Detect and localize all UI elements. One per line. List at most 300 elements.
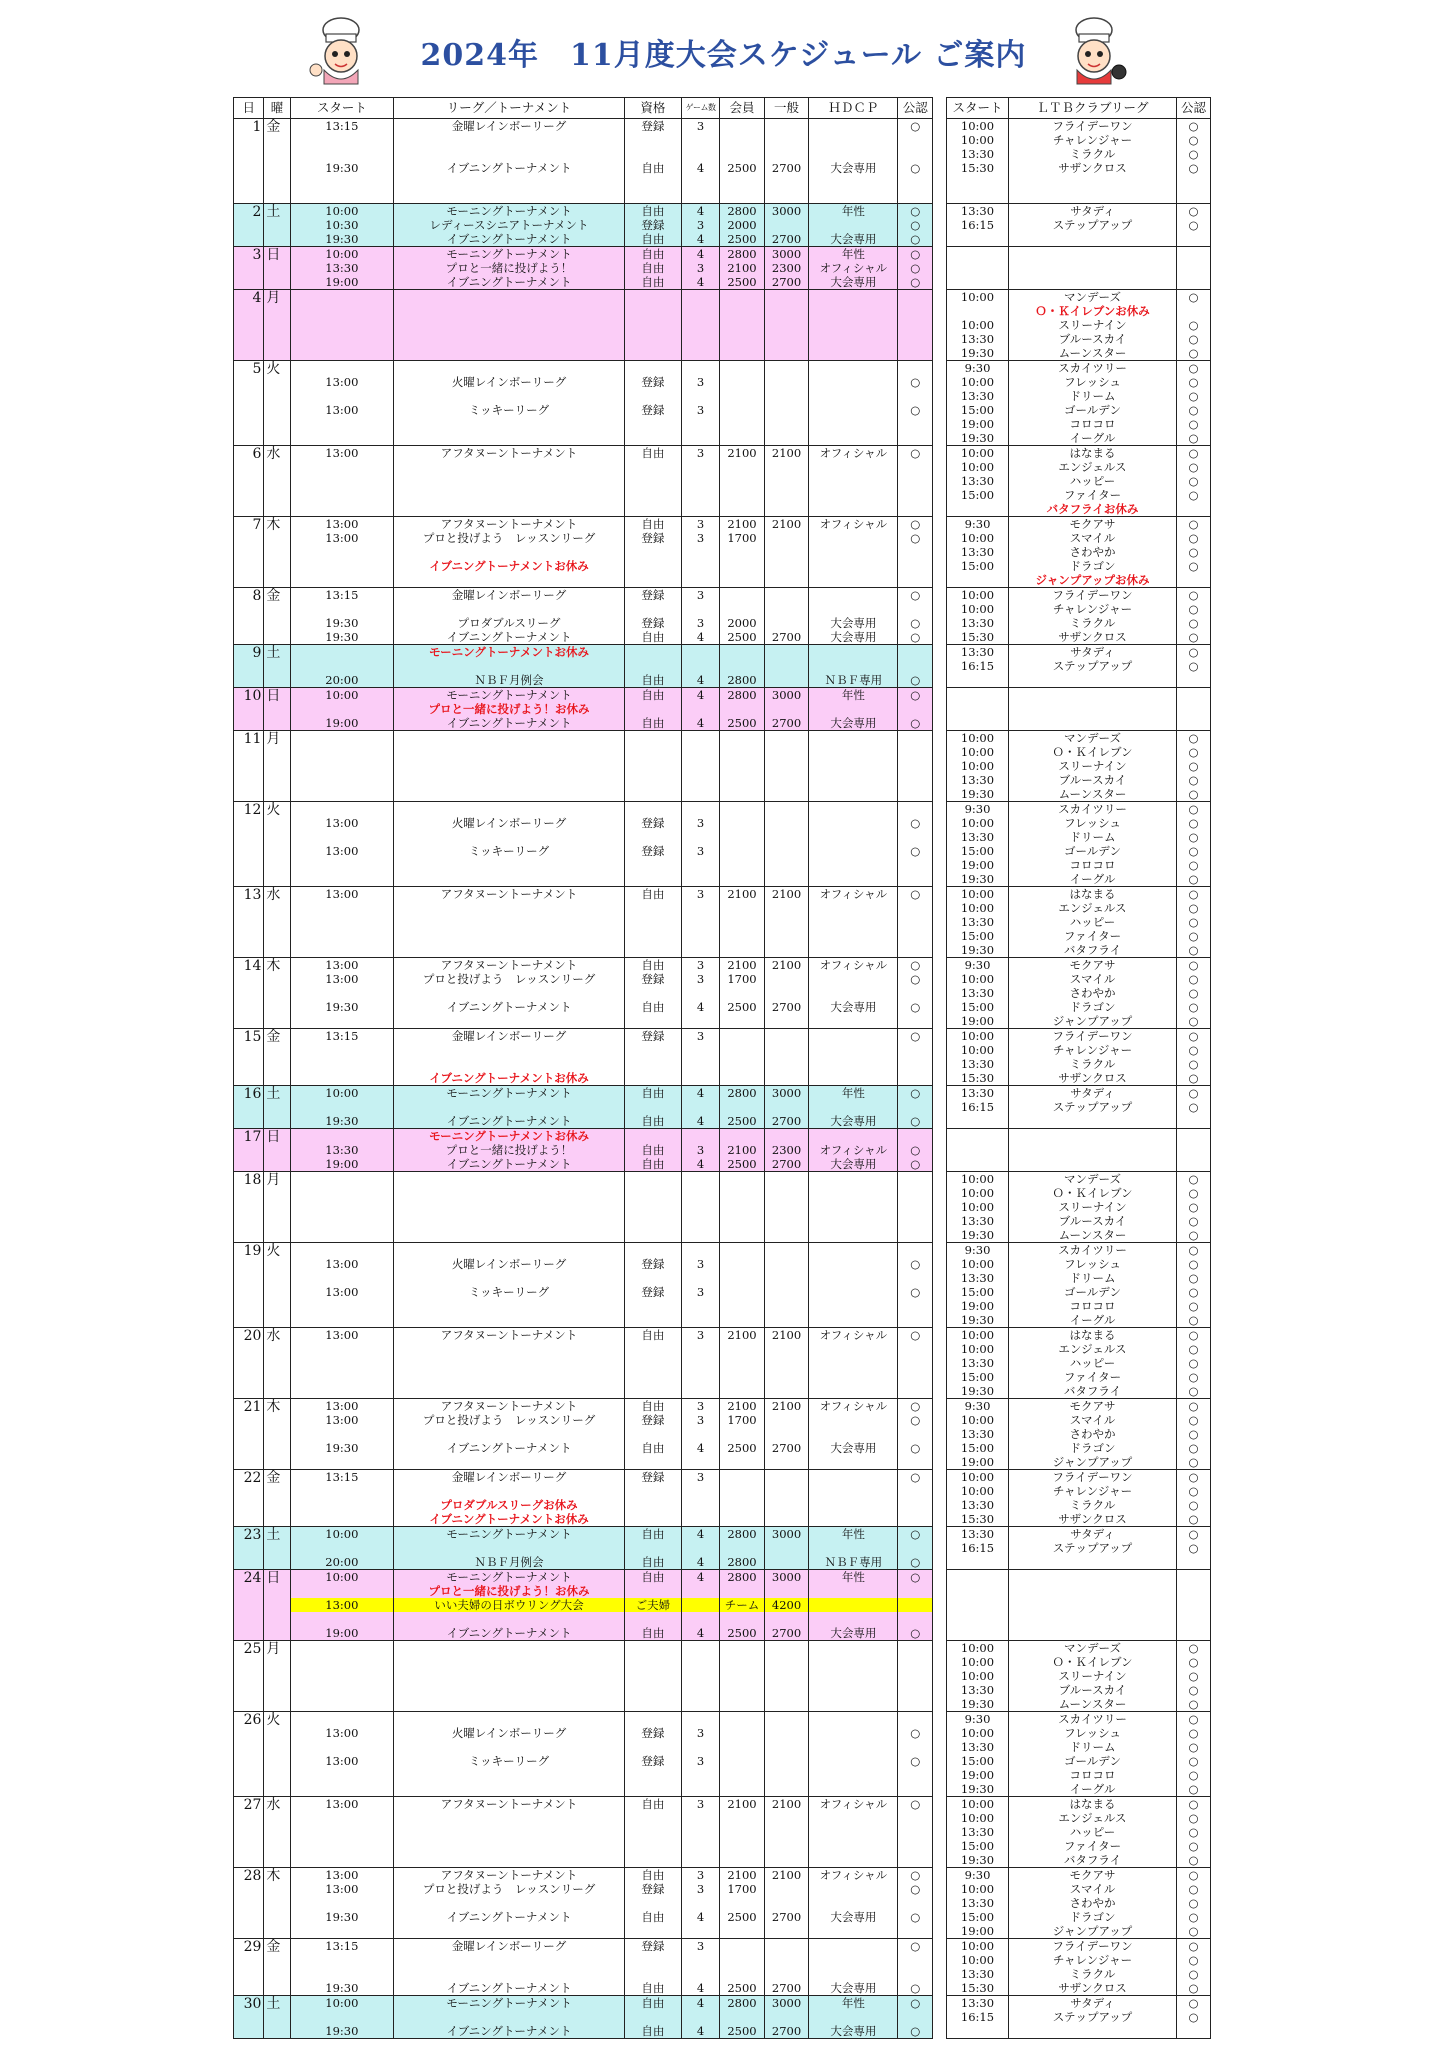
club-official-mark-cell xyxy=(1177,588,1211,645)
club-start-time xyxy=(947,1143,1008,1157)
club-league-name-cell xyxy=(1009,1243,1177,1328)
club-start-time: 9:30 xyxy=(964,802,991,816)
club-start-time xyxy=(947,502,1008,516)
member-fee-cell xyxy=(720,1243,765,1328)
event-name xyxy=(394,332,624,346)
club-official-mark-cell xyxy=(1177,247,1211,290)
member-fee xyxy=(720,1655,764,1669)
general-fee: 2700 xyxy=(771,1910,802,1924)
general-fee: 3000 xyxy=(771,688,802,702)
club-official-mark xyxy=(1177,673,1210,687)
official-mark xyxy=(898,1967,932,1981)
club-league-name: はなまる xyxy=(1069,887,1116,901)
club-official-mark: ○ xyxy=(1188,1441,1199,1455)
official-mark: ○ xyxy=(910,1882,921,1896)
game-count: 3 xyxy=(696,1882,705,1896)
event-name-cell xyxy=(394,517,625,588)
club-league-name-cell xyxy=(1009,361,1177,446)
game-count xyxy=(682,915,719,929)
club-league-name xyxy=(1009,1626,1176,1640)
start-time xyxy=(291,645,393,659)
closure-note: Ｏ・Ｋイレブンお休み xyxy=(1035,304,1150,318)
club-official-mark: ○ xyxy=(1188,773,1199,787)
general-fee: 2700 xyxy=(771,1000,802,1014)
club-league-name: ミラクル xyxy=(1069,1498,1116,1512)
general-fee-cell xyxy=(764,361,809,446)
event-name xyxy=(394,346,624,360)
event-name: イブニングトーナメント xyxy=(446,161,572,175)
official-mark: ○ xyxy=(910,1570,921,1584)
general-fee: 2100 xyxy=(771,958,802,972)
club-start-time: 15:00 xyxy=(960,1910,995,1924)
club-start-time: 15:30 xyxy=(960,1981,995,1995)
eligibility xyxy=(625,573,681,587)
club-start-time: 13:30 xyxy=(960,1086,995,1100)
eligibility-cell xyxy=(625,1712,682,1797)
hdcp xyxy=(809,389,897,403)
hdcp-cell xyxy=(809,1996,898,2039)
club-start-time: 15:00 xyxy=(960,1000,995,1014)
club-start-time xyxy=(947,702,1008,716)
hdcp xyxy=(809,1641,897,1655)
club-start-time-cell xyxy=(947,1996,1009,2039)
game-count xyxy=(682,1356,719,1370)
day-number: 25 xyxy=(234,1641,264,1712)
game-count: 4 xyxy=(696,1981,705,1995)
official-mark-cell xyxy=(898,446,933,517)
club-start-time xyxy=(947,247,1008,261)
club-start-time: 10:00 xyxy=(960,1641,995,1655)
member-fee xyxy=(720,318,764,332)
game-count: 4 xyxy=(696,2024,705,2038)
club-start-time: 15:30 xyxy=(960,1071,995,1085)
closure-note: プロと一緒に投げよう！お休み xyxy=(428,1584,590,1598)
start-time xyxy=(291,1214,393,1228)
club-official-mark-cell xyxy=(1177,1086,1211,1129)
schedule-table xyxy=(233,97,933,2039)
club-start-time: 9:30 xyxy=(964,1399,991,1413)
club-start-time: 9:30 xyxy=(964,1243,991,1257)
eligibility xyxy=(625,1512,681,1526)
event-name-cell xyxy=(394,887,625,958)
hdcp-cell xyxy=(809,517,898,588)
day-row xyxy=(234,1996,933,2039)
eligibility: ご夫婦 xyxy=(625,1598,681,1612)
hdcp: オフィシャル xyxy=(819,261,888,275)
hdcp xyxy=(809,1669,897,1683)
start-time xyxy=(291,1669,393,1683)
club-start-time: 13:30 xyxy=(960,1825,995,1839)
general-fee: 2700 xyxy=(771,630,802,644)
hdcp xyxy=(809,1100,897,1114)
hdcp xyxy=(809,1186,897,1200)
member-fee xyxy=(720,474,764,488)
eligibility xyxy=(625,175,681,189)
general-fee: 3000 xyxy=(771,204,802,218)
game-count xyxy=(682,943,719,957)
club-official-mark: ○ xyxy=(1188,1825,1199,1839)
eligibility: 登録 xyxy=(641,375,665,389)
eligibility xyxy=(625,488,681,502)
official-mark xyxy=(898,1811,932,1825)
member-fee: 2100 xyxy=(727,1143,757,1157)
member-fee xyxy=(720,1356,764,1370)
game-count xyxy=(682,1228,719,1242)
member-fee xyxy=(720,1299,764,1313)
start-time: 13:00 xyxy=(325,844,359,858)
club-league-name: エンジェルス xyxy=(1058,1811,1127,1825)
eligibility xyxy=(625,318,681,332)
official-mark: ○ xyxy=(910,1328,921,1342)
day-of-week: 木 xyxy=(264,1868,290,1939)
official-mark: ○ xyxy=(910,261,921,275)
eligibility-cell xyxy=(625,1243,682,1328)
club-official-mark-cell xyxy=(1177,446,1211,517)
start-time: 19:30 xyxy=(325,1441,359,1455)
event-name: ミッキーリーグ xyxy=(468,844,550,858)
hdcp xyxy=(809,147,897,161)
club-start-time: 19:30 xyxy=(960,1853,995,1867)
club-league-name xyxy=(1009,716,1176,730)
eligibility xyxy=(625,872,681,886)
start-time xyxy=(291,545,393,559)
member-fee xyxy=(720,773,764,787)
club-league-name: フライデーワン xyxy=(1052,588,1133,602)
club-official-mark: ○ xyxy=(1188,417,1199,431)
member-fee-cell xyxy=(720,1996,765,2039)
general-fee xyxy=(765,531,809,545)
club-official-mark xyxy=(1177,304,1210,318)
general-fee xyxy=(765,1129,809,1143)
eligibility xyxy=(625,545,681,559)
start-time: 13:00 xyxy=(325,1726,359,1740)
game-count xyxy=(682,1598,719,1612)
general-fee: 2700 xyxy=(771,1441,802,1455)
start-time xyxy=(291,417,393,431)
member-fee xyxy=(720,1839,764,1853)
club-start-time: 10:00 xyxy=(960,816,995,830)
day-of-week: 水 xyxy=(264,887,290,958)
start-time-cell xyxy=(290,802,393,887)
member-fee xyxy=(720,702,764,716)
club-league-name-cell xyxy=(1009,958,1177,1029)
official-mark xyxy=(898,431,932,445)
club-start-time: 13:30 xyxy=(960,645,995,659)
game-count xyxy=(682,318,719,332)
game-count-cell xyxy=(681,119,719,204)
start-time xyxy=(291,559,393,573)
event-name-cell xyxy=(394,1172,625,1243)
game-count-cell xyxy=(681,588,719,645)
official-mark: ○ xyxy=(910,673,921,687)
game-count-cell xyxy=(681,887,719,958)
hdcp xyxy=(809,1413,897,1427)
hdcp xyxy=(809,872,897,886)
member-fee xyxy=(720,1285,764,1299)
hdcp-cell xyxy=(809,1129,898,1172)
game-count xyxy=(682,1683,719,1697)
day-row xyxy=(234,731,933,802)
day-row xyxy=(234,446,933,517)
eligibility xyxy=(625,1484,681,1498)
club-official-mark xyxy=(1177,247,1210,261)
start-time: 10:00 xyxy=(325,1086,359,1100)
club-official-mark: ○ xyxy=(1188,972,1199,986)
member-fee xyxy=(720,1811,764,1825)
game-count: 4 xyxy=(696,1555,705,1569)
club-start-time-cell xyxy=(947,1527,1009,1570)
club-official-mark: ○ xyxy=(1188,1342,1199,1356)
member-fee xyxy=(720,361,764,375)
event-name-cell xyxy=(394,1243,625,1328)
general-fee xyxy=(765,929,809,943)
hdcp xyxy=(809,1584,897,1598)
official-mark xyxy=(898,1655,932,1669)
eligibility xyxy=(625,1612,681,1626)
eligibility xyxy=(625,1541,681,1555)
game-count xyxy=(682,573,719,587)
club-day-row xyxy=(947,1086,1211,1129)
event-name xyxy=(394,986,624,1000)
club-league-name: ドリーム xyxy=(1069,1271,1116,1285)
start-time-cell xyxy=(290,1029,393,1086)
general-fee xyxy=(765,1641,809,1655)
game-count: 4 xyxy=(696,275,705,289)
event-name xyxy=(394,745,624,759)
day-number: 26 xyxy=(234,1712,264,1797)
game-count: 3 xyxy=(696,446,705,460)
official-mark xyxy=(898,731,932,745)
club-league-name xyxy=(1009,232,1176,246)
start-time: 13:15 xyxy=(325,1470,359,1484)
general-fee xyxy=(765,304,809,318)
hdcp: オフィシャル xyxy=(819,1399,888,1413)
member-fee xyxy=(720,559,764,573)
official-mark xyxy=(898,1100,932,1114)
game-count xyxy=(682,361,719,375)
game-count-cell xyxy=(681,1328,719,1399)
start-time: 20:00 xyxy=(325,673,359,687)
hdcp xyxy=(809,1924,897,1938)
club-start-time: 10:00 xyxy=(960,1939,995,1953)
hdcp xyxy=(809,1697,897,1711)
official-mark xyxy=(898,943,932,957)
hdcp xyxy=(809,488,897,502)
hdcp xyxy=(809,1257,897,1271)
day-row xyxy=(234,688,933,731)
general-fee-cell xyxy=(764,1570,809,1641)
club-league-name-cell xyxy=(1009,1328,1177,1399)
event-name: アフタヌーントーナメント xyxy=(440,1797,578,1811)
game-count-cell xyxy=(681,958,719,1029)
game-count: 3 xyxy=(696,1797,705,1811)
official-mark xyxy=(898,346,932,360)
day-number: 6 xyxy=(234,446,264,517)
hdcp xyxy=(809,474,897,488)
hdcp xyxy=(809,1427,897,1441)
official-mark xyxy=(898,147,932,161)
eligibility xyxy=(625,1740,681,1754)
general-fee xyxy=(765,1455,809,1469)
hdcp-cell xyxy=(809,1527,898,1570)
club-official-mark xyxy=(1177,1584,1210,1598)
start-time xyxy=(291,1356,393,1370)
member-fee xyxy=(720,1243,764,1257)
game-count: 4 xyxy=(696,1910,705,1924)
hdcp-cell xyxy=(809,119,898,204)
club-start-time xyxy=(947,275,1008,289)
club-start-time: 10:00 xyxy=(960,1882,995,1896)
general-fee-cell xyxy=(764,1328,809,1399)
club-league-name-cell xyxy=(1009,247,1177,290)
club-day-row xyxy=(947,1129,1211,1172)
event-name xyxy=(394,1953,624,1967)
club-official-mark: ○ xyxy=(1188,2010,1199,2024)
event-name: プロと投げよう レッスンリーグ xyxy=(422,531,596,545)
official-mark: ○ xyxy=(910,1285,921,1299)
hdcp-cell xyxy=(809,688,898,731)
hdcp xyxy=(809,759,897,773)
club-start-time: 19:00 xyxy=(960,858,995,872)
member-fee xyxy=(720,417,764,431)
club-start-time-cell xyxy=(947,361,1009,446)
start-time: 13:00 xyxy=(325,1328,359,1342)
game-count xyxy=(682,1370,719,1384)
day-number: 23 xyxy=(234,1527,264,1570)
club-league-name: ハッピー xyxy=(1069,915,1116,929)
general-fee xyxy=(765,1470,809,1484)
eligibility-cell xyxy=(625,1029,682,1086)
eligibility xyxy=(625,702,681,716)
game-count: 3 xyxy=(696,1868,705,1882)
eligibility xyxy=(625,602,681,616)
club-start-time-cell xyxy=(947,1641,1009,1712)
club-official-mark: ○ xyxy=(1188,446,1199,460)
club-start-time: 15:00 xyxy=(960,1370,995,1384)
event-name xyxy=(394,1782,624,1796)
day-of-week: 木 xyxy=(264,517,290,588)
general-fee xyxy=(765,147,809,161)
day-of-week: 日 xyxy=(264,1570,290,1641)
club-official-mark: ○ xyxy=(1188,517,1199,531)
club-official-mark: ○ xyxy=(1188,915,1199,929)
official-mark xyxy=(898,189,932,203)
club-league-name: スリーナイン xyxy=(1058,318,1127,332)
official-mark: ○ xyxy=(910,1910,921,1924)
club-league-name: ステップアップ xyxy=(1052,1100,1133,1114)
day-of-week: 火 xyxy=(264,1243,290,1328)
member-fee-cell xyxy=(720,887,765,958)
general-fee-cell xyxy=(764,1243,809,1328)
day-row xyxy=(234,1712,933,1797)
event-name xyxy=(394,488,624,502)
member-fee xyxy=(720,1427,764,1441)
member-fee xyxy=(720,403,764,417)
official-mark: ○ xyxy=(910,275,921,289)
general-fee: 2700 xyxy=(771,1114,802,1128)
member-fee: 2100 xyxy=(727,958,757,972)
start-time: 10:30 xyxy=(325,218,359,232)
eligibility xyxy=(625,502,681,516)
event-name-cell xyxy=(394,1996,625,2039)
general-fee xyxy=(765,659,809,673)
hdcp: 年性 xyxy=(841,1086,865,1100)
hdcp xyxy=(809,773,897,787)
club-league-name xyxy=(1009,1129,1176,1143)
member-fee xyxy=(720,346,764,360)
game-count: 3 xyxy=(696,1328,705,1342)
eligibility-cell xyxy=(625,1172,682,1243)
eligibility: 自由 xyxy=(641,1399,665,1413)
club-official-mark: ○ xyxy=(1188,1285,1199,1299)
club-day-row xyxy=(947,1641,1211,1712)
club-league-name: イーグル xyxy=(1069,872,1116,886)
official-mark: ○ xyxy=(910,247,921,261)
start-time xyxy=(291,702,393,716)
eligibility xyxy=(625,1243,681,1257)
start-time xyxy=(291,1384,393,1398)
club-start-time: 10:00 xyxy=(960,1484,995,1498)
hdcp xyxy=(809,731,897,745)
general-fee xyxy=(765,318,809,332)
club-start-time: 19:00 xyxy=(960,417,995,431)
member-fee xyxy=(720,787,764,801)
club-official-mark xyxy=(1177,232,1210,246)
eligibility xyxy=(625,1967,681,1981)
eligibility-cell xyxy=(625,1086,682,1129)
club-official-mark: ○ xyxy=(1188,133,1199,147)
header-cell: 曜 xyxy=(264,98,290,119)
day-number: 10 xyxy=(234,688,264,731)
club-start-time: 13:30 xyxy=(960,915,995,929)
general-fee xyxy=(765,1370,809,1384)
member-fee xyxy=(720,1029,764,1043)
header-cell: スタート xyxy=(290,98,393,119)
club-official-mark: ○ xyxy=(1188,1271,1199,1285)
general-fee xyxy=(765,1726,809,1740)
hdcp xyxy=(809,1712,897,1726)
club-league-name: ムーンスター xyxy=(1058,787,1127,801)
member-fee xyxy=(720,1641,764,1655)
game-count-cell xyxy=(681,1797,719,1868)
general-fee xyxy=(765,559,809,573)
club-official-mark: ○ xyxy=(1188,1882,1199,1896)
hdcp xyxy=(809,602,897,616)
club-day-row xyxy=(947,1712,1211,1797)
club-day-row xyxy=(947,1243,1211,1328)
eligibility: 自由 xyxy=(641,1441,665,1455)
club-league-name: イーグル xyxy=(1069,431,1116,445)
club-official-mark: ○ xyxy=(1188,872,1199,886)
general-fee xyxy=(765,1427,809,1441)
member-fee: 2100 xyxy=(727,517,757,531)
eligibility: 自由 xyxy=(641,1910,665,1924)
club-league-name-cell xyxy=(1009,119,1177,204)
game-count xyxy=(682,133,719,147)
hdcp xyxy=(809,1612,897,1626)
official-mark: ○ xyxy=(910,1257,921,1271)
club-start-time: 19:30 xyxy=(960,1313,995,1327)
game-count: 4 xyxy=(696,1626,705,1640)
official-mark xyxy=(898,858,932,872)
member-fee xyxy=(720,545,764,559)
game-count xyxy=(682,1782,719,1796)
general-fee xyxy=(765,816,809,830)
hdcp xyxy=(809,1754,897,1768)
general-fee xyxy=(765,403,809,417)
event-name xyxy=(394,1100,624,1114)
club-league-name xyxy=(1009,688,1176,702)
